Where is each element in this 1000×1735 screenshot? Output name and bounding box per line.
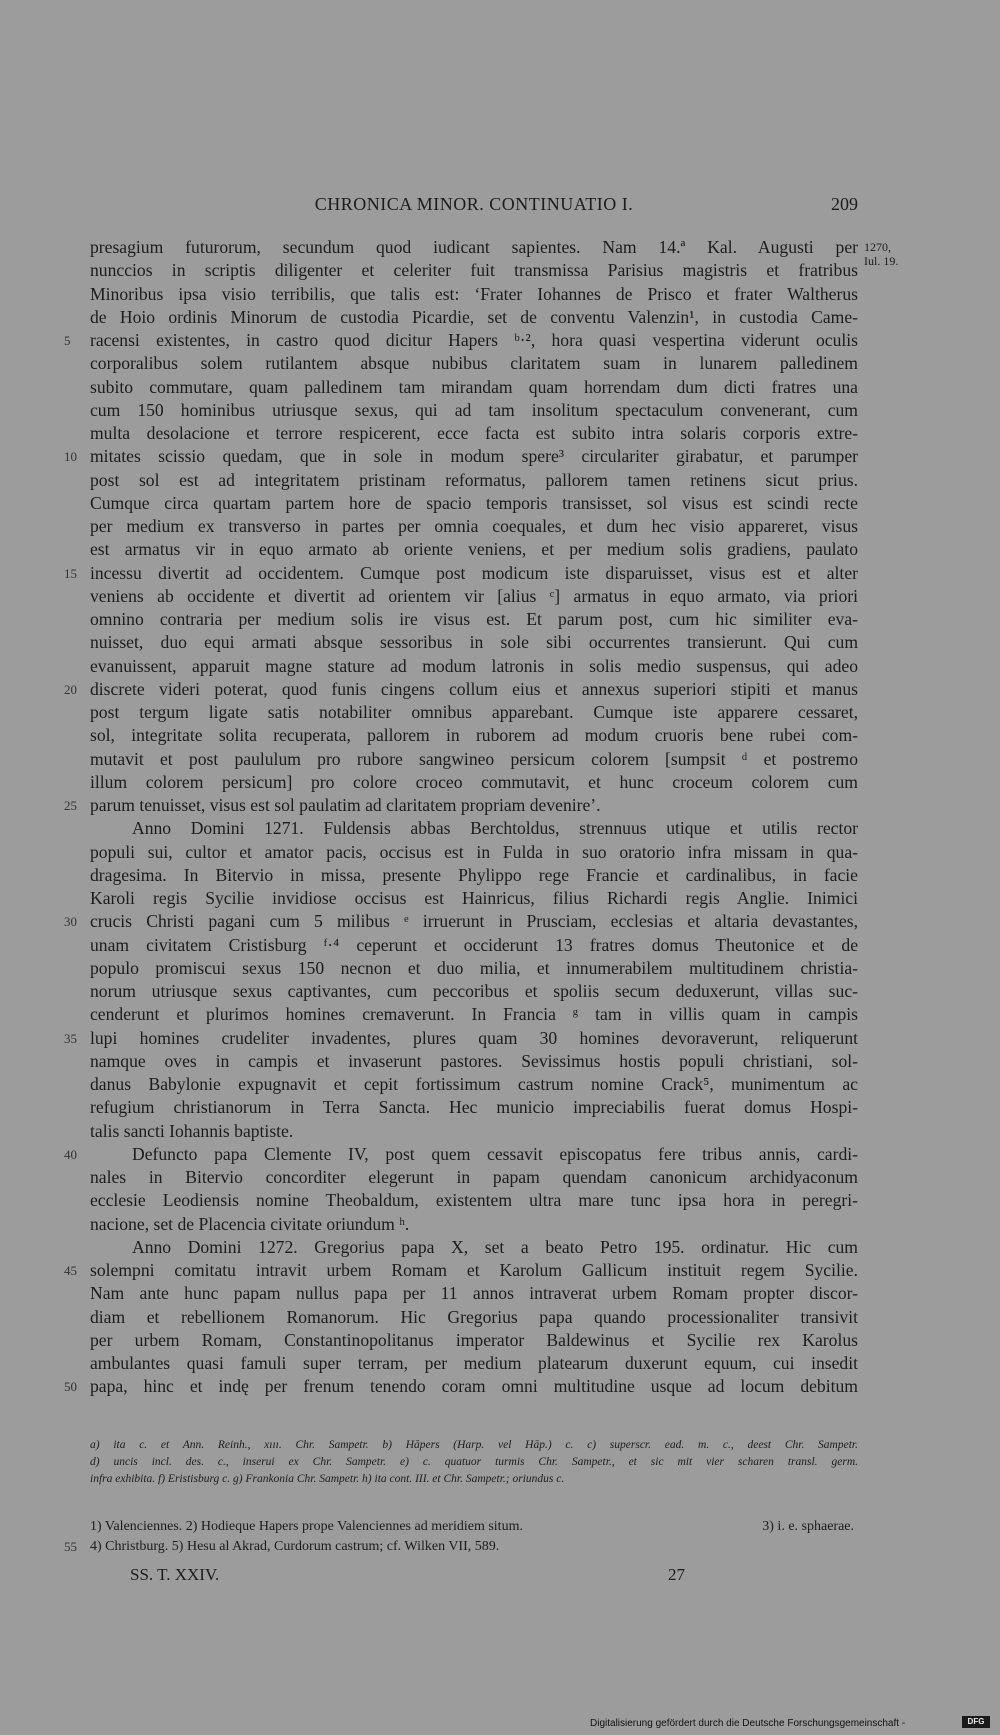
line-text: refugium christianorum in Terra Sancta. Hec municio impreciabilis fuerat domus Hospi- (90, 1097, 858, 1118)
text-line (90, 957, 858, 980)
line-text: namque oves in campis et invaserunt pastores. Sevissimus hostis populi christiani, sol- (90, 1050, 858, 1071)
text-line (90, 1073, 858, 1096)
margin-note-line: Iul. 19. (864, 254, 899, 268)
text-line (90, 887, 858, 910)
line-text: Minoribus ipsa visio terribilis, que talis est: ‘Frater Iohannes de Prisco et frater Waltherus (90, 283, 858, 304)
text-line (90, 748, 858, 771)
text-line (64, 1143, 858, 1166)
line-text: Anno Domini 1271. Fuldensis abbas Berchtoldus, strennuus utique et utilis rector (132, 818, 858, 839)
apparatus-line: a) ita c. et Ann. Reinh., xııı. Chr. Sampetr. b) Hāpers (Harp. vel Hāp.) c. c) superscr. ead. m. c., deest Chr. Sampetr. (90, 1439, 858, 1451)
dfg-logo: DFG (962, 1716, 990, 1728)
text-line (90, 376, 858, 399)
text-line (90, 492, 858, 515)
line-number: 20 (64, 681, 77, 697)
text-line (90, 608, 858, 631)
line-text: danus Babylonie expugnavit et cepit fortissimum castrum nomine Crack⁵, munimentum ac (90, 1074, 858, 1094)
line-text: cum 150 hominibus utriusque sexus, qui ad tam insolitum spectaculum convenerant, cum (90, 399, 858, 420)
text-line (64, 794, 858, 817)
text-line (64, 329, 858, 352)
text-line (90, 469, 858, 492)
main-text (64, 236, 858, 1399)
line-number: 30 (64, 914, 77, 930)
line-number: 55 (64, 1539, 77, 1554)
line-text: veniens ab occidente et divertit ad orientem vir [alius ᶜ] armatus in equo armato, via priori (90, 585, 858, 606)
line-text: racensi existentes, in castro quod dicitur Hapers ᵇ·², hora quasi vespertina viderunt oculis (90, 330, 858, 350)
sheet-number: 27 (668, 1565, 685, 1584)
text-line (90, 236, 858, 259)
line-text: norum utriusque sexus captivantes, cum peccoribus et spoliis secum deduxerunt, villas suc- (90, 981, 858, 1001)
footnote-line (64, 1537, 858, 1557)
text-line (64, 1259, 858, 1282)
text-line (90, 538, 858, 561)
line-text: nuisset, duo equi armati absque sessoribus in sole sibi occurrentes transierunt. Qui cum (90, 632, 858, 653)
line-text: subito commutare, quam palledinem tam mirandam quam horrendam dum dicti fratres una (90, 376, 858, 397)
text-line (90, 1189, 858, 1212)
text-line (90, 1096, 858, 1119)
text-line (90, 864, 858, 887)
line-text: lupi homines crudeliter invadentes, plures quam 30 homines devoraverunt, reliquerunt (90, 1027, 858, 1048)
text-line (64, 445, 858, 468)
line-text: mitates scissio quedam, que in sole in modum spere³ circulariter girabatur, et parumper (90, 446, 858, 467)
text-line (90, 724, 858, 747)
line-text: nales in Bitervio concorditer elegerunt in papam quendam canonicum archidyaconum (90, 1167, 858, 1187)
line-text: solempni comitatu intravit urbem Romam et Karolum Gallicum instituit regem Sycilie. (90, 1260, 858, 1280)
text-line (90, 1166, 858, 1189)
line-text: per medium ex transverso in partes per omnia coequales, et dum hec visio appareret, visus (90, 516, 858, 536)
text-line (90, 1236, 858, 1259)
line-text: papa, hinc et indę per frenum tenendo coram omni multitudine usque ad locum debitum (90, 1376, 858, 1397)
text-line (90, 422, 858, 445)
text-line (90, 1003, 858, 1026)
apparatus-line: infra exhibita. f) Eristisburg c. g) Frankonia Chr. Sampetr. h) ita cont. III. et Chr. Sampetr.; oriundus c. (90, 1473, 565, 1485)
footnotes (64, 1517, 858, 1557)
line-text: populi sui, cultor et amator pacis, occisus est in Fulda in suo oratorio infra missam in qua- (90, 841, 858, 862)
text-line (90, 771, 858, 794)
running-header (90, 194, 858, 224)
text-line (90, 817, 858, 840)
line-text: omnino contraria per medium solis ire visus est. Et parum post, cum hic similiter eva- (90, 609, 858, 629)
line-text: Anno Domini 1272. Gregorius papa X, set a beato Petro 195. ordinatur. Hic cum (132, 1236, 858, 1257)
line-text: nacione, set de Placencia civitate oriundum ʰ. (90, 1213, 410, 1234)
footnote-text: 3) i. e. sphaerae. (762, 1519, 854, 1534)
line-text: est armatus vir in equo armato ab oriente veniens, et per medium solis gradiens, paulato (90, 539, 858, 560)
text-line (90, 352, 858, 375)
line-text: diam et rebellionem Romanorum. Hic Gregorius papa quando processionaliter transivit (90, 1306, 858, 1327)
line-text: Nam ante hunc papam nullus papa per 11 annos intraverat urbem Romam propter discor- (90, 1283, 858, 1304)
text-line (90, 701, 858, 724)
line-number: 10 (64, 449, 77, 465)
margin-date-note (864, 240, 914, 268)
footnote-text: 4) Christburg. 5) Hesu al Akrad, Curdorum castrum; cf. Wilken VII, 589. (90, 1539, 500, 1554)
line-text: post tergum ligate satis notabiliter omnibus apparebant. Cumque iste apparere cessaret, (90, 702, 858, 722)
text-line (64, 1027, 858, 1050)
text-line (90, 1213, 858, 1236)
text-line (64, 910, 858, 933)
line-text: crucis Christi pagani cum 5 milibus ᵉ irruerunt in Prusciam, ecclesias et altaria devastantes, (90, 911, 858, 932)
text-line (90, 399, 858, 422)
line-text: populo promiscui sexus 150 necnon et duo milia, et innumerabilem multitudinem christia- (90, 957, 858, 978)
text-line (90, 631, 858, 654)
line-text: unam civitatem Cristisburg ᶠ·⁴ ceperunt et occiderunt 13 fratres domus Theutonice et de (90, 934, 858, 955)
text-line (90, 515, 858, 538)
line-text: post sol est ad integritatem pristinam reformatus, pallorem tamen retinens sicut prius. (90, 469, 858, 490)
text-line (90, 934, 858, 957)
apparatus-line: d) uncis incl. des. c., inserui ex Chr. Sampetr. e) c. quatuor turmis Chr. Sampetr., et sic mit vier scharen transl. germ. (90, 1456, 858, 1468)
text-line (90, 306, 858, 329)
text-line (90, 841, 858, 864)
line-text: dragesima. In Bitervio in missa, presente Phylippo rege Francie et cardinalibus, in facie (90, 864, 858, 885)
critical-apparatus (90, 1437, 858, 1488)
line-text: nunccios in scriptis diligenter et celeriter fuit transmissa Parisius magistris et fratribus (90, 260, 858, 281)
line-text: multa desolacione et terrore respicerent, ecce facta est subito intra solaris corporis extre- (90, 423, 858, 443)
footnote-text: 1) Valenciennes. 2) Hodieque Hapers prope Valenciennes ad meridiem situm. (90, 1519, 523, 1534)
line-text: Cumque circa quartam partem hore de spacio temporis transisset, sol visus est scindi recte (90, 492, 858, 513)
line-text: sol, integritate solita recuperata, pallorem in ruborem ad modum cruoris bene rubei com- (90, 725, 858, 746)
line-text: talis sancti Iohannis baptiste. (90, 1120, 294, 1141)
text-line (90, 1282, 858, 1305)
text-line (90, 1329, 858, 1352)
text-line (90, 1306, 858, 1329)
line-number: 40 (64, 1146, 77, 1162)
text-line (64, 1375, 858, 1398)
text-line (90, 585, 858, 608)
line-text: corporalibus solem rutilantem absque nubibus claritatem suam in lunarem palledinem (90, 353, 858, 374)
line-text: cenderunt et plurimos homines cremaverunt. In Francia ᵍ tam in villis quam in campis (90, 1004, 858, 1025)
margin-note-line: 1270, (864, 240, 891, 254)
page-number: 209 (831, 194, 858, 214)
text-line (90, 283, 858, 306)
line-text: illum colorem persicum] pro colore croceo commutavit, et hunc croceum colorem cum (90, 771, 858, 792)
line-number: 50 (64, 1379, 77, 1395)
text-line (90, 1120, 858, 1143)
line-text: evanuissent, apparuit magne stature ad modum latronis in solis medio suspensus, qui adeo (90, 655, 858, 676)
line-number: 25 (64, 798, 77, 813)
line-text: mutavit et post paululum pro rubore sangwineo persicum colorem [sumpsit ᵈ et postremo (90, 748, 858, 769)
volume-signature: SS. T. XXIV. (130, 1565, 220, 1584)
footnote-line (90, 1517, 858, 1537)
line-text: de Hoio ordinis Minorum de custodia Picardie, set de conventu Valenzin¹, in custodia Came- (90, 306, 858, 327)
scan-credit: Digitalisierung gefördert durch die Deutsche Forschungsgemeinschaft - (590, 1718, 906, 1729)
line-text: Karoli regis Sycilie invidiose occisus est Hainricus, filius Richardi regis Anglie. Inimici (90, 888, 858, 908)
text-line (64, 678, 858, 701)
line-text: ambulantes quasi famuli super terram, per medium platearum duxerunt equum, cui insedit (90, 1353, 858, 1373)
text-line (90, 980, 858, 1003)
line-number: 45 (64, 1263, 77, 1278)
line-text: incessu divertit ad occidentem. Cumque post modicum iste disparuisset, visus est et alter (90, 562, 858, 583)
running-title: CHRONICA MINOR. CONTINUATIO I. (314, 194, 634, 214)
line-text: parum tenuisset, visus est sol paulatim ad claritatem propriam devenire’. (90, 795, 601, 815)
line-text: per urbem Romam, Constantinopolitanus imperator Baldewinus et Sycilie rex Karolus (90, 1329, 858, 1350)
line-text: Defuncto papa Clemente IV, post quem cessavit episcopatus fere tribus annis, cardi- (132, 1143, 858, 1164)
line-number: 5 (64, 333, 71, 348)
text-line (90, 1352, 858, 1375)
text-line (64, 562, 858, 585)
text-line (90, 1050, 858, 1073)
text-line (90, 259, 858, 282)
line-number: 35 (64, 1030, 77, 1046)
line-text: presagium futurorum, secundum quod iudicant sapientes. Nam 14.ª Kal. Augusti per (90, 237, 858, 257)
line-number: 15 (64, 565, 77, 581)
text-line (90, 655, 858, 678)
line-text: ecclesie Leodiensis nomine Theobaldum, existentem ultra mare tunc ipsa hora in peregri- (90, 1190, 858, 1211)
line-text: discrete videri poterat, quod funis cingens collum eius et annexus superiori stipiti et manus (90, 678, 858, 699)
